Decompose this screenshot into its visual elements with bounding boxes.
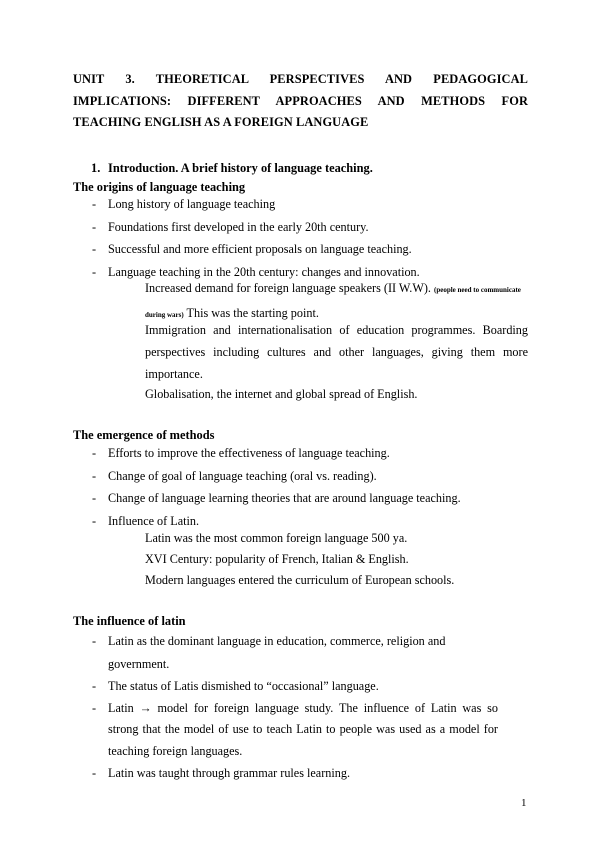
origins-list	[0, 193, 498, 283]
origins-heading: The origins of language teaching	[73, 180, 246, 194]
dash-marker: -	[92, 766, 97, 781]
dash-marker: -	[92, 634, 97, 648]
dash-marker: -	[92, 242, 97, 257]
list-item	[0, 442, 498, 465]
page-number: 1	[521, 797, 527, 809]
list-item-text: Influence of Latin.	[108, 513, 200, 528]
list-item	[0, 762, 498, 785]
sub-text: Increased demand for foreign language speakers (II W.W).	[145, 281, 431, 295]
list-item-text: Latin as the dominant language in education, commerce, religion and government.	[108, 634, 446, 671]
dash-marker: -	[92, 264, 97, 279]
dash-marker: -	[92, 700, 97, 715]
list-item-text: Long history of language teaching	[108, 197, 276, 211]
dash-marker: -	[92, 491, 97, 506]
dash-marker: -	[92, 446, 97, 460]
unit-title: UNIT 3. THEORETICAL PERSPECTIVES AND PEDAGOGICAL IMPLICATIONS: DIFFERENT APPROACHES AND METHODS FOR TEACHING ENGLISH AS A FOREIGN LANGUAGE	[73, 72, 528, 129]
section-heading	[91, 158, 373, 178]
list-item	[0, 698, 498, 763]
sub-text: This was the starting point.	[186, 305, 319, 320]
origins-sub-2: Immigration and internationalisation of education programmes. Boarding perspectives including cultures and other languages, giving them more importance.	[145, 323, 528, 381]
list-item-text: The status of Latis dismished to “occasional” language.	[108, 679, 379, 694]
emergence-sub-3: Modern languages entered the curriculum of European schools.	[145, 573, 455, 587]
origins-sub-3: Globalisation, the internet and global spread of English.	[145, 387, 418, 401]
emergence-sub-1: Latin was the most common foreign language 500 ya.	[145, 531, 408, 545]
list-item	[0, 193, 498, 216]
dash-marker: -	[92, 679, 97, 694]
list-item-text: Change of language learning theories that are around language teaching.	[108, 491, 461, 506]
list-item	[0, 465, 498, 488]
list-item-text: Latin → model for foreign language study. The influence of Latin was so strong that the model of use to teach Latin to people was used as a model for teaching foreign languages.	[108, 700, 498, 758]
dash-marker: -	[92, 197, 97, 211]
dash-marker: -	[92, 219, 97, 234]
emergence-heading: The emergence of methods	[73, 428, 215, 442]
section-label: Introduction. A brief history of language teaching.	[108, 161, 373, 175]
section-number: 1.	[91, 161, 101, 175]
list-item-text: Efforts to improve the effectiveness of language teaching.	[108, 446, 390, 460]
sub-note: during wars)	[145, 310, 184, 319]
dash-marker: -	[92, 468, 97, 483]
list-item-text: Change of goal of language teaching (oral vs. reading).	[108, 468, 377, 483]
list-item-text: Language teaching in the 20th century: changes and innovation.	[108, 264, 420, 279]
sub-note: (people need to communicate	[434, 286, 521, 294]
list-item	[0, 487, 498, 510]
list-item	[0, 216, 498, 239]
list-item-text: Foundations first developed in the early 20th century.	[108, 219, 369, 234]
emergence-sub-2: XVI Century: popularity of French, Italian & English.	[145, 552, 409, 566]
emergence-list	[0, 442, 498, 532]
latin-list	[0, 630, 498, 785]
list-item	[0, 238, 498, 261]
latin-heading: The influence of latin	[73, 614, 186, 628]
list-item-text: Successful and more efficient proposals on language teaching.	[108, 242, 412, 257]
list-item	[0, 675, 498, 698]
list-item-text: Latin was taught through grammar rules learning.	[108, 766, 350, 781]
dash-marker: -	[92, 513, 97, 528]
list-item	[0, 630, 498, 675]
